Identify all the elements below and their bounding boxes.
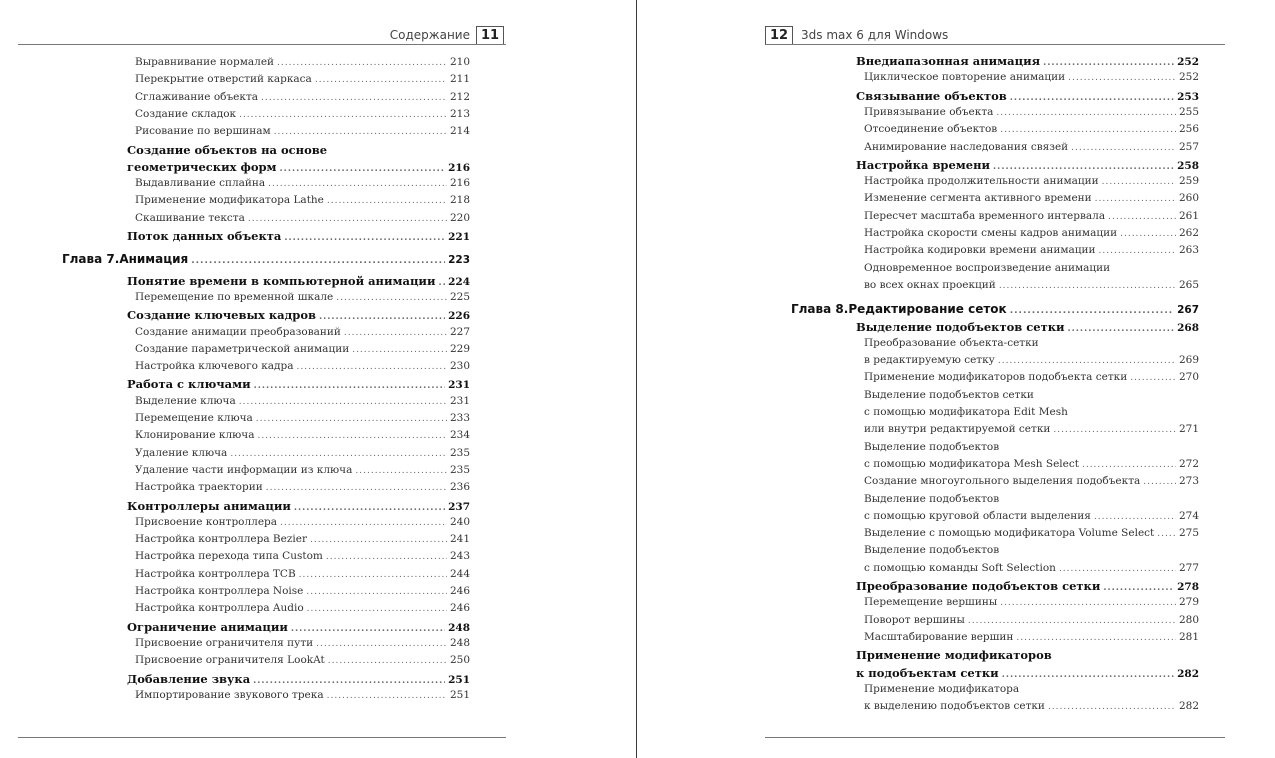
toc-chapter-entry (637, 302, 1199, 319)
toc-entry-label: Присвоение контроллера (135, 515, 278, 528)
toc-section-entry (637, 579, 1199, 596)
toc-entry-page-number: 265 (1178, 278, 1199, 291)
toc-subsection-entry (637, 527, 1199, 544)
toc-entry-page-number: 237 (448, 500, 470, 513)
toc-entry-page-number: 277 (1178, 561, 1199, 574)
toc-entry-label: к выделению подобъектов сетки (864, 700, 1045, 713)
toc-entry-page-number: 241 (449, 533, 470, 546)
toc-entry-page-number: 262 (1178, 227, 1199, 239)
toc-entry-label: к подобъектам сетки (856, 665, 999, 680)
toc-entry-label: во всех окнах проекций (864, 278, 996, 291)
toc-entry-label: Поток данных объекта (127, 229, 282, 243)
toc-entry-page-number: 246 (449, 585, 470, 597)
toc-entry-page-number: 279 (1178, 596, 1199, 609)
toc-entry-label: Внедиапазонная анимация (856, 54, 1041, 68)
toc-entry-page-number: 260 (1178, 192, 1199, 205)
dot-leader (352, 345, 447, 355)
toc-subsection-entry (0, 412, 470, 429)
toc-entry-label: Понятие времени в компьютерной анимации (127, 273, 436, 288)
toc-entry-label: Клонирование ключа (135, 429, 255, 442)
dot-leader (1082, 460, 1176, 470)
toc-entry-page-number: 211 (449, 73, 470, 86)
toc-entry-label: Выделение подобъектов сетки (864, 388, 1034, 401)
toc-subsection-entry (637, 210, 1199, 227)
toc-entry-page-number: 240 (449, 515, 470, 528)
dot-leader (1043, 58, 1174, 68)
toc-subsection-entry (0, 464, 470, 481)
toc-subsection-entry (0, 429, 470, 446)
toc-entry-label: в редактируемую сетку (864, 354, 995, 367)
dot-leader (327, 691, 447, 701)
toc-subsection-entry (637, 458, 1199, 475)
toc-entry-label: Настройка продолжительности анимации (864, 175, 1099, 188)
toc-subsection-entry (637, 123, 1199, 140)
dot-leader (1002, 670, 1174, 680)
toc-entry-label: Поворот вершины (864, 613, 965, 626)
toc-entry-label: Одновременное воспроизведение анимации (864, 261, 1111, 274)
right-page-number: 12 (765, 26, 793, 45)
toc-section-entry (0, 143, 470, 160)
toc-entry-label: Выделение подобъектов (864, 544, 1000, 557)
toc-section-entry (637, 158, 1199, 175)
dot-leader (1071, 143, 1176, 153)
toc-subsection-entry (637, 175, 1199, 192)
toc-entry-label: Связывание объектов (856, 88, 1007, 103)
left-footer-rule (18, 737, 506, 738)
toc-entry-page-number: 234 (449, 429, 470, 442)
toc-section-entry (0, 499, 470, 516)
toc-entry-label: Настройка контроллера TCB (135, 567, 296, 580)
toc-entry-label: Преобразование подобъектов сетки (856, 579, 1101, 593)
toc-subsection-entry (0, 91, 470, 108)
dot-leader (968, 616, 1176, 626)
toc-entry-label: Выделение подобъектов сетки (856, 319, 1065, 334)
toc-entry-page-number: 270 (1178, 371, 1199, 384)
dot-leader (306, 587, 447, 597)
dot-leader (1048, 702, 1176, 712)
toc-entry-page-number: 251 (448, 673, 470, 686)
dot-leader (1053, 425, 1176, 435)
toc-entry-label: Сглаживание объекта (135, 90, 259, 103)
toc-subsection-entry (0, 602, 470, 619)
dot-leader (1099, 246, 1176, 256)
toc-entry-label: Настройка кодировки времени анимации (864, 244, 1096, 257)
dot-leader (257, 431, 447, 441)
dot-leader (297, 362, 447, 372)
toc-entry-label: Настройка ключевого кадра (135, 360, 294, 373)
toc-entry-label: Перемещение по временной шкале (135, 290, 334, 303)
toc-entry-page-number: 252 (1177, 56, 1199, 68)
toc-subsection-entry (0, 654, 470, 671)
toc-entry-label: или внутри редактируемой сетки (864, 423, 1051, 436)
toc-entry-page-number: 267 (1177, 304, 1199, 317)
toc-entry-page-number: 216 (448, 161, 470, 174)
left-page-number: 11 (476, 26, 504, 45)
toc-subsection-entry (637, 544, 1199, 561)
toc-section-entry (637, 89, 1199, 106)
toc-subsection-entry (637, 683, 1199, 700)
toc-subsection-entry (637, 475, 1199, 492)
dot-leader (1095, 194, 1176, 204)
dot-leader (1068, 324, 1175, 334)
toc-entry-label: геометрических форм (127, 159, 277, 174)
toc-subsection-entry (637, 71, 1199, 88)
toc-entry-label: Контроллеры анимации (127, 498, 291, 513)
dot-leader (998, 356, 1176, 366)
toc-entry-label: Настройка контроллера Bezier (135, 533, 307, 546)
toc-subsection-entry (0, 481, 470, 498)
toc-entry-label: Выравнивание нормалей (135, 56, 275, 68)
toc-entry-page-number: 235 (449, 446, 470, 459)
toc-subsection-entry (0, 585, 470, 602)
toc-entry-page-number: 282 (1178, 700, 1199, 713)
toc-entry-page-number: 259 (1178, 175, 1199, 188)
toc-entry-label: с помощью модификатора Mesh Select (864, 457, 1079, 470)
toc-entry-page-number: 213 (449, 107, 470, 120)
toc-entry-label: Циклическое повторение анимации (864, 71, 1066, 84)
toc-subsection-entry (637, 244, 1199, 261)
toc-entry-page-number: 280 (1178, 613, 1199, 626)
toc-entry-page-number: 226 (448, 310, 470, 323)
toc-entry-page-number: 246 (449, 602, 470, 615)
toc-entry-page-number: 252 (1178, 71, 1199, 84)
toc-entry-label: Скашивание текста (135, 211, 245, 224)
chapter-number: Глава 7. (62, 252, 120, 267)
dot-leader (239, 397, 447, 407)
toc-subsection-entry (0, 447, 470, 464)
toc-entry-page-number: 230 (449, 360, 470, 373)
toc-entry-label: Выделение с помощью модификатора Volume Select (864, 527, 1155, 540)
toc-entry-label: Выделение подобъектов (864, 492, 1000, 505)
toc-section-entry (0, 620, 470, 637)
dot-leader (310, 535, 447, 545)
toc-entry-label: Настройка скорости смены кадров анимации (864, 227, 1118, 239)
dot-leader (328, 656, 447, 666)
toc-subsection-entry (0, 516, 470, 533)
right-page (637, 0, 1275, 758)
dot-leader (316, 639, 447, 649)
toc-entry-label: Удаление ключа (135, 446, 228, 459)
toc-entry-label: с помощью команды Soft Selection (864, 561, 1056, 574)
toc-subsection-entry (637, 441, 1199, 458)
dot-leader (1120, 229, 1176, 239)
dot-leader (344, 328, 447, 338)
toc-entry-label: с помощью круговой области выделения (864, 509, 1091, 522)
dot-leader (291, 624, 445, 634)
toc-subsection-entry (637, 371, 1199, 388)
dot-leader (191, 256, 445, 266)
dot-leader (268, 179, 447, 189)
toc-entry-page-number: 235 (449, 463, 470, 476)
toc-section-entry (0, 160, 470, 177)
toc-subsection-entry (637, 423, 1199, 440)
toc-entry-label: Создание параметрической анимации (135, 342, 350, 355)
dot-leader (327, 196, 447, 206)
toc-subsection-entry (0, 108, 470, 125)
toc-entry-label: Привязывание объекта (864, 105, 994, 118)
toc-entry-page-number: 261 (1178, 209, 1199, 222)
dot-leader (326, 552, 447, 562)
toc-entry-page-number: 255 (1178, 105, 1199, 118)
toc-entry-label: Отсоединение объектов (864, 123, 998, 136)
dot-leader (993, 162, 1174, 172)
toc-entry-page-number: 243 (449, 550, 470, 563)
toc-entry-page-number: 224 (448, 275, 470, 288)
dot-leader (1103, 583, 1174, 593)
toc-subsection-entry (637, 562, 1199, 579)
toc-entry-page-number: 273 (1178, 475, 1199, 488)
toc-entry-label: Редактирование сеток (848, 302, 1007, 317)
toc-entry-label: Перемещение вершины (864, 596, 998, 609)
dot-leader (254, 381, 445, 391)
toc-section-entry (637, 666, 1199, 683)
toc-subsection-entry (637, 337, 1199, 354)
toc-subsection-entry (637, 192, 1199, 209)
dot-leader (284, 233, 445, 243)
toc-entry-page-number: 231 (449, 394, 470, 407)
toc-subsection-entry (637, 389, 1199, 406)
right-footer-rule (765, 737, 1225, 738)
toc-subsection-entry (637, 631, 1199, 648)
toc-entry-label: Присвоение ограничителя пути (135, 636, 314, 649)
toc-subsection-entry (0, 177, 470, 194)
dot-leader (266, 483, 447, 493)
dot-leader (1016, 633, 1176, 643)
toc-entry-page-number: 263 (1178, 244, 1199, 257)
toc-entry-label: Перекрытие отверстий каркаса (135, 73, 312, 86)
left-page (0, 0, 636, 758)
toc-entry-label: Выдавливание сплайна (135, 177, 266, 190)
toc-entry-page-number: 274 (1178, 509, 1199, 522)
left-header (18, 26, 506, 46)
toc-subsection-entry (0, 533, 470, 550)
dot-leader (1130, 373, 1176, 383)
toc-subsection-entry (0, 291, 470, 308)
toc-entry-label: Создание складок (135, 107, 237, 120)
toc-subsection-entry (0, 343, 470, 360)
dot-leader (1010, 306, 1174, 316)
toc-section-entry (637, 320, 1199, 337)
toc-entry-page-number: 282 (1177, 667, 1199, 680)
toc-entry-page-number: 256 (1178, 123, 1199, 136)
toc-entry-page-number: 257 (1178, 140, 1199, 153)
toc-entry-page-number: 221 (448, 231, 470, 243)
toc-entry-label: Перемещение ключа (135, 412, 253, 424)
toc-entry-page-number: 271 (1178, 423, 1199, 436)
toc-entry-page-number: 248 (449, 636, 470, 649)
left-header-rule (18, 44, 506, 45)
toc-entry-page-number: 227 (449, 325, 470, 338)
toc-section-entry (0, 274, 470, 291)
dot-leader (256, 414, 447, 424)
toc-entry-label: Анимирование наследования связей (864, 140, 1069, 153)
toc-entry-page-number: 218 (449, 194, 470, 207)
toc-entry-label: Ограничение анимации (127, 619, 288, 634)
toc-entry-page-number: 225 (449, 290, 470, 303)
dot-leader (1000, 125, 1176, 135)
dot-leader (355, 466, 447, 476)
toc-subsection-entry (0, 56, 470, 73)
toc-entry-page-number: 236 (449, 481, 470, 494)
toc-entry-label: Удаление части информации из ключа (135, 463, 353, 476)
toc-subsection-entry (637, 227, 1199, 244)
toc-subsection-entry (0, 194, 470, 211)
toc-entry-page-number: 272 (1178, 457, 1199, 470)
toc-entry-label: Настройка контроллера Noise (135, 585, 304, 597)
dot-leader (1157, 529, 1176, 539)
toc-subsection-entry (0, 550, 470, 567)
toc-subsection-entry (0, 568, 470, 585)
toc-entry-page-number: 229 (449, 342, 470, 355)
toc-entry-label: Рисование по вершинам (135, 125, 271, 138)
dot-leader (1000, 598, 1176, 608)
toc-entry-page-number: 268 (1177, 321, 1199, 334)
toc-entry-label: Создание многоугольного выделения подобъекта (864, 475, 1141, 488)
dot-leader (996, 108, 1176, 118)
toc-subsection-entry (0, 395, 470, 412)
dot-leader (1143, 477, 1176, 487)
toc-entry-label: Настройка времени (856, 157, 991, 172)
toc-section-entry (0, 308, 470, 325)
toc-entry-page-number: 258 (1177, 159, 1199, 172)
dot-leader (280, 164, 446, 174)
toc-subsection-entry (0, 73, 470, 90)
toc-entry-label: Пересчет масштаба временного интервала (864, 209, 1106, 222)
toc-section-entry (637, 648, 1199, 665)
toc-entry-label: Создание ключевых кадров (127, 308, 316, 323)
toc-chapter-entry (0, 252, 470, 269)
chapter-number: Глава 8. (791, 302, 849, 317)
toc-entry-label: Добавление звука (127, 671, 251, 686)
dot-leader (999, 281, 1176, 291)
toc-subsection-entry (0, 637, 470, 654)
toc-entry-label: Работа с ключами (127, 377, 251, 392)
toc-entry-page-number: 269 (1178, 354, 1199, 367)
toc-subsection-entry (0, 212, 470, 229)
toc-entry-label: Присвоение ограничителя LookAt (135, 654, 325, 667)
dot-leader (1094, 512, 1176, 522)
toc-entry-label: Создание объектов на основе (127, 142, 328, 157)
toc-section-entry (0, 229, 470, 246)
left-header-title: Содержание (389, 28, 470, 42)
dot-leader (1010, 93, 1174, 103)
toc-subsection-entry (637, 510, 1199, 527)
toc-entry-label: Импортирование звукового трека (135, 688, 324, 701)
toc-entry-page-number: 231 (448, 379, 470, 392)
toc-entry-label: Преобразование объекта-сетки (864, 336, 1039, 349)
toc-subsection-entry (637, 493, 1199, 510)
toc-section-entry (637, 54, 1199, 71)
toc-entry-page-number: 275 (1178, 527, 1199, 540)
toc-entry-page-number: 253 (1177, 90, 1199, 103)
dot-leader (1108, 212, 1176, 222)
right-header (765, 26, 1253, 46)
toc-entry-label: с помощью модификатора Edit Mesh (864, 406, 1068, 418)
toc-entry-page-number: 233 (449, 412, 470, 424)
dot-leader (261, 93, 447, 103)
toc-subsection-entry (0, 125, 470, 142)
toc-entry-page-number: 210 (449, 56, 470, 68)
dot-leader (439, 278, 446, 288)
toc-entry-page-number: 244 (449, 567, 470, 580)
dot-leader (1102, 177, 1176, 187)
toc-subsection-entry (637, 614, 1199, 631)
dot-leader (1059, 564, 1176, 574)
toc-subsection-entry (637, 106, 1199, 123)
dot-leader (274, 127, 447, 137)
toc-entry-page-number: 212 (449, 90, 470, 103)
toc-entry-label: Применение модификатора Lathe (135, 194, 324, 207)
toc-entry-label: Анимация (119, 252, 189, 267)
toc-entry-label: Настройка контроллера Audio (135, 602, 304, 615)
toc-entry-label: Выделение подобъектов (864, 440, 1000, 453)
toc-subsection-entry (637, 141, 1199, 158)
dot-leader (319, 312, 445, 322)
toc-subsection-entry (0, 360, 470, 377)
toc-entry-label: Выделение ключа (135, 394, 236, 407)
dot-leader (294, 503, 445, 513)
toc-entry-label: Создание анимации преобразований (135, 325, 341, 338)
toc-entry-label: Настройка траектории (135, 481, 263, 494)
dot-leader (277, 58, 447, 68)
dot-leader (315, 75, 447, 85)
toc-subsection-entry (0, 689, 470, 706)
toc-entry-page-number: 281 (1178, 630, 1199, 643)
toc-entry-page-number: 220 (449, 211, 470, 224)
right-header-title: 3ds max 6 для Windows (801, 28, 949, 42)
toc-subsection-entry (637, 596, 1199, 613)
toc-section-entry (0, 377, 470, 394)
toc-entry-page-number: 214 (449, 125, 470, 138)
toc-entry-page-number: 250 (449, 654, 470, 667)
dot-leader (248, 214, 447, 224)
dot-leader (336, 293, 447, 303)
dot-leader (253, 676, 445, 686)
dot-leader (299, 570, 447, 580)
toc-entry-label: Масштабирование вершин (864, 630, 1014, 643)
toc-entry-page-number: 223 (448, 254, 470, 267)
toc-subsection-entry (637, 354, 1199, 371)
toc-entry-label: Применение модификаторов подобъекта сетки (864, 371, 1128, 384)
toc-entry-page-number: 278 (1177, 581, 1199, 593)
dot-leader (280, 518, 447, 528)
toc-entry-page-number: 216 (449, 177, 470, 190)
toc-entry-label: Применение модификатора (864, 682, 1020, 695)
toc-subsection-entry (0, 326, 470, 343)
dot-leader (230, 449, 447, 459)
toc-section-entry (0, 672, 470, 689)
toc-entry-page-number: 248 (448, 621, 470, 634)
right-header-rule (765, 44, 1225, 45)
toc-entry-label: Настройка перехода типа Custom (135, 550, 323, 563)
toc-entry-label: Изменение сегмента активного времени (864, 192, 1092, 205)
toc-subsection-entry (637, 700, 1199, 717)
dot-leader (1068, 73, 1176, 83)
dot-leader (307, 604, 447, 614)
toc-subsection-entry (637, 262, 1199, 279)
toc-entry-label: Применение модификаторов (856, 648, 1052, 663)
toc-subsection-entry (637, 279, 1199, 296)
dot-leader (239, 110, 447, 120)
toc-entry-page-number: 251 (449, 688, 470, 701)
toc-subsection-entry (637, 406, 1199, 423)
